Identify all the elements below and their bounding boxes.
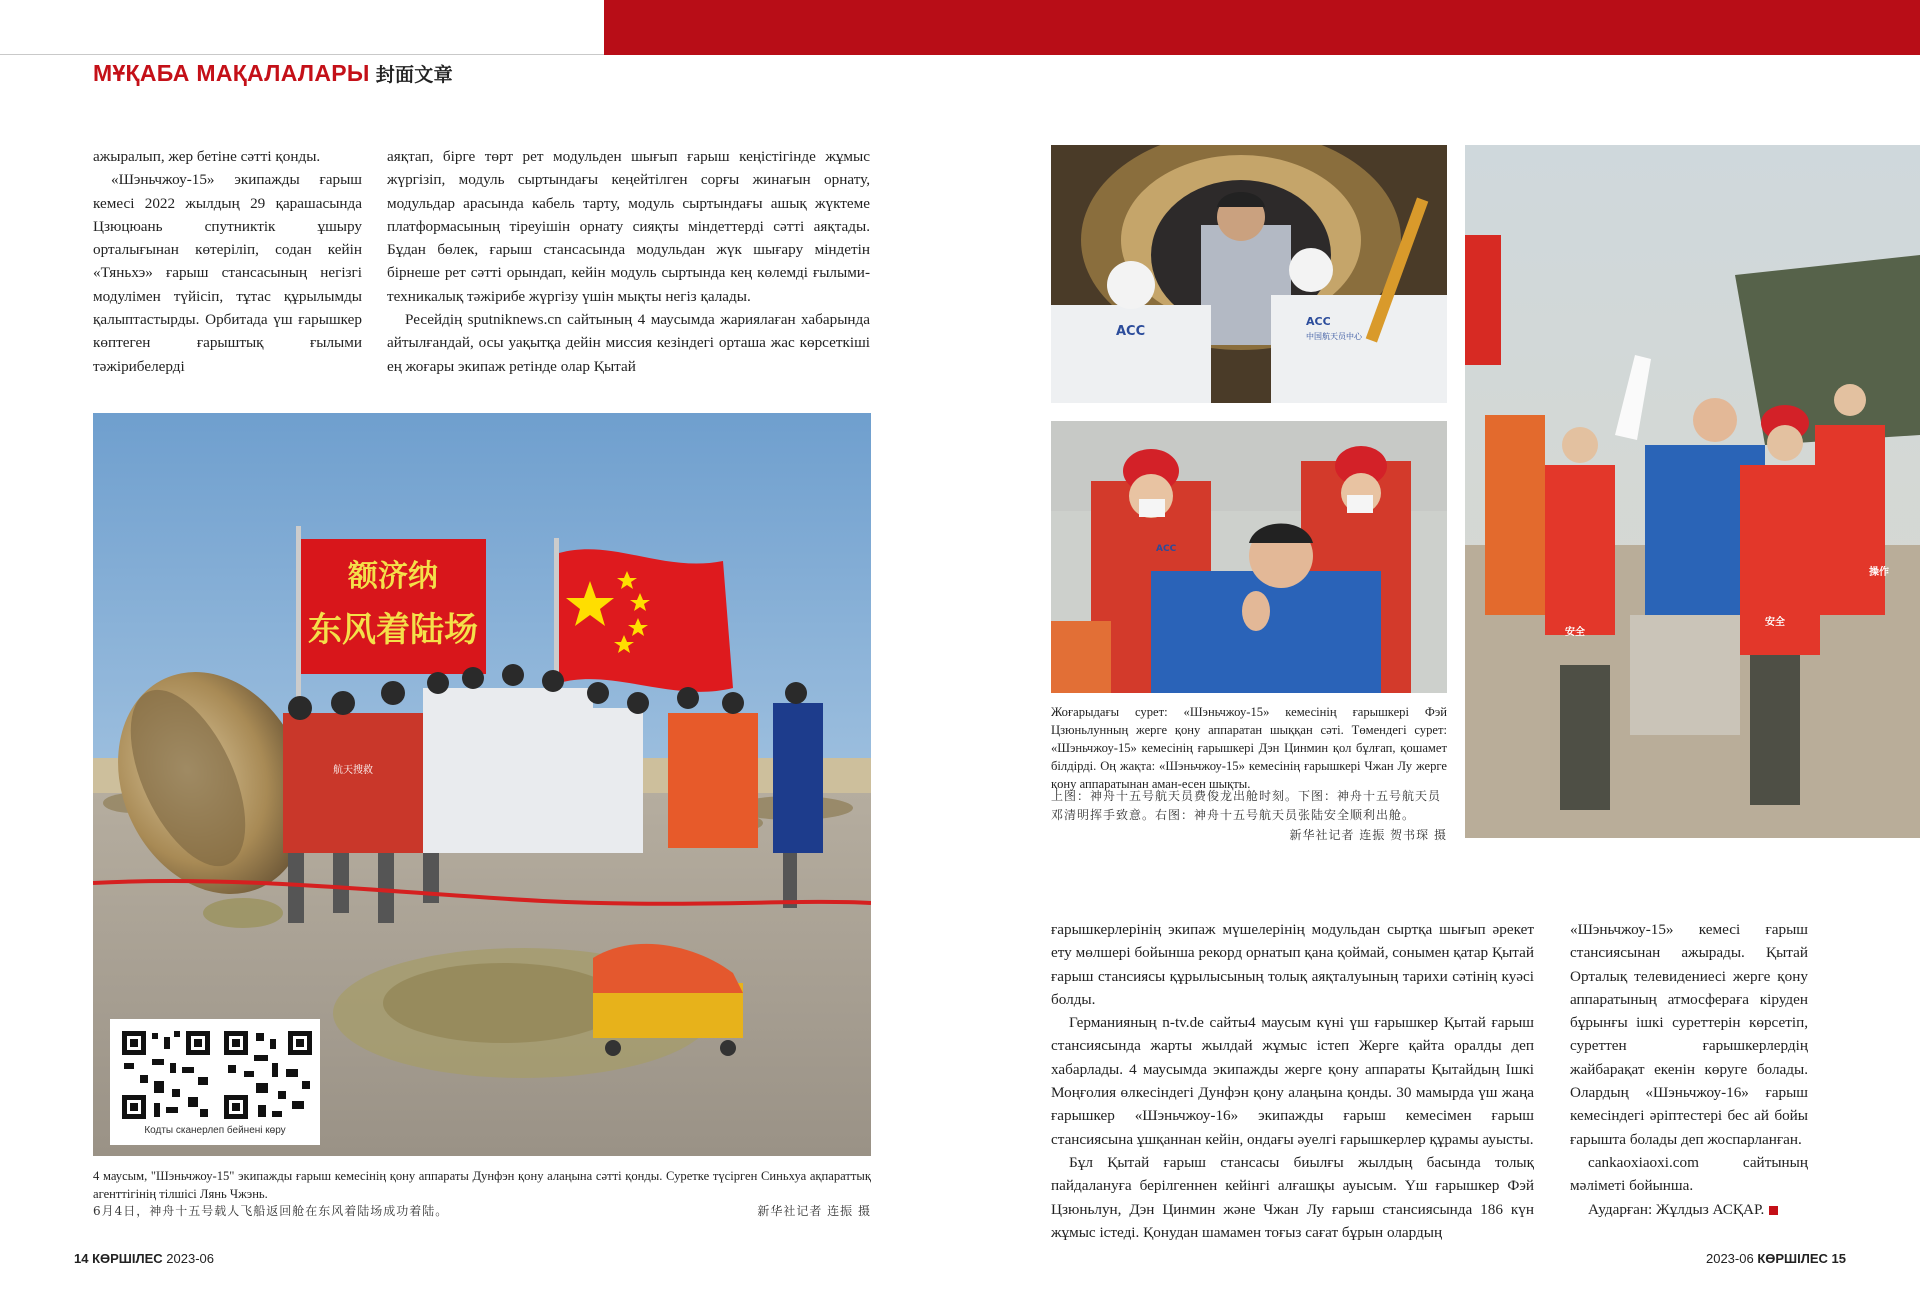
left-text-column-2	[387, 145, 870, 378]
translator-line	[1570, 1198, 1808, 1221]
left-photo-caption-cn: 6月4日，神舟十五号载人飞船返回舱在东风着陆场成功着陆。	[93, 1204, 449, 1218]
astronaut-carried-photo	[1465, 145, 1920, 838]
section-title-kz: МҰҚАБА МАҚАЛАЛАРЫ	[93, 60, 370, 86]
right-text-column-2	[1570, 918, 1808, 1221]
right-text-column-1	[1051, 918, 1534, 1244]
left-issue: 2023-06	[166, 1251, 215, 1266]
jacket-text: 航天搜救	[333, 765, 373, 776]
qr-label: Кодты сканерлеп бейнені көру	[144, 1125, 286, 1136]
paragraph: Ресейдің sputniknews.cn сайтының 4 маусымда жариялаған хабарында айтылғандай, осы уақытқа дейін миссия кезіндегі орташа жас көрсеткіші ең жоғары экипаж ретінде олар Қытай	[387, 311, 870, 375]
translator-text: Аударған: Жұлдыз АСҚАР.	[1588, 1200, 1765, 1218]
paragraph: cankaoxiaoxi.com сайтының мәліметі бойынша.	[1570, 1153, 1808, 1195]
paragraph: Бұл Қытай ғарыш стансасы биылғы жылдың басында толық пайдалануға берілгеннен кейінгі алғашқы ауысым. Үш ғарышкер Фэй Цзюньлун, Дэн Цинмин және Чжан Лу ғарыш стансиясында 186 күн жұмыс істеді. Қонудан шамамен тоғыз сағат бұрын олардың	[1051, 1153, 1534, 1241]
paragraph: Германияның n-tv.de сайты4 маусым күні үш ғарышкер Қытай ғарыш стансиясында жарты жылдай жұмыс істеп Жерге қайта оралды деп хабарлады. 4 маусымда экипажды жерге қону аппараты Қытайдың Ішкі Моңғолия өлкесіндегі Дунфэн қону алаңына қонды. 30 мамырда үш жаңа ғарышкер «Шэньчжоу-16» экипажды ғарыш кемесімен ғарыш стансиясына ұшқаннан кейін, ондағы әуелгі ғарышкерлер құрамы ауысты.	[1051, 1014, 1534, 1148]
left-text-column-1	[93, 145, 362, 378]
right-photo-credit: 新华社记者 连振 贺书琛 摄	[1289, 828, 1447, 842]
jacket-safety-2: 安全	[1765, 617, 1785, 628]
badge-acc-2: ACC	[1306, 315, 1331, 328]
header-red-bar	[604, 0, 1920, 55]
astronaut-waving-photo	[1051, 421, 1447, 693]
right-issue: 2023-06	[1705, 1251, 1754, 1266]
jacket-ops: 操作	[1869, 567, 1889, 578]
right-folio	[1706, 1251, 1846, 1266]
paragraph: «Шэньчжоу-15» экипажды ғарыш кемесі 2022 жылдың 29 қарашасында Цзюцюань спутниктік ұшыру орталығынан көтеріліп, содан кейін «Тяньхэ» ғарыш стансасының негізгі модулімен түйісіп, тұтас құрылымды қалыптастырды. Орбитада үш ғарышкер көптеген ғарыштық ғылыми тәжірибелерді	[93, 171, 362, 375]
paragraph: ажыралып, жер бетіне сәтті қонды.	[93, 148, 321, 165]
left-photo-credit: 新华社记者 连振 摄	[757, 1204, 871, 1218]
paragraph: ғарышкерлерінің экипаж мүшелерінің модульдан сыртқа шығып әрекет ету мөлшері бойынша рекорд орнатып қана қоймай, сонымен қатар Қытай ғарыш стансиясы құрылысының толық аяқталуының тарихи сәтінің куәсі болды.	[1051, 921, 1534, 1008]
right-page-number: 15	[1831, 1251, 1846, 1266]
badge-acc-3: ACC	[1156, 544, 1177, 554]
end-mark-icon	[1769, 1206, 1778, 1215]
paragraph: «Шэньчжоу-15» кемесі ғарыш стансиясынан ажырады. Қытай Орталық телевидениесі жерге қону аппаратының атмосфераға кіруден бұрынғы ішкі суреттерін көрсетіп, суреттен ғарышкерлердің жайбарақат екенін көруге болады. Олардың «Шэньчжоу-16» ғарыш кемесіндегі әріптестері бес ай бойы ғарышта болады деп жоспарланған.	[1570, 921, 1808, 1148]
right-photo-caption: Жоғарыдағы сурет: «Шэньчжоу-15» кемесінің ғарышкері Фэй Цзюньлунның жерге қону аппаратан шыққан сәті. Төмендегі сурет: «Шэньчжоу-15» кемесінің ғарышкері Дэн Цинмин қол бұлғап, қошамет білдірді. Оң жақта: «Шэньчжоу-15» кемесінің ғарышкері Чжан Лу жерге қону аппаратынан аман-есен шықты.	[1051, 705, 1447, 791]
right-magazine-name: КӨРШІЛЕС	[1757, 1251, 1828, 1266]
jacket-safety-1: 安全	[1565, 627, 1585, 638]
left-folio	[74, 1251, 214, 1266]
flag-text-1: 额济纳	[348, 559, 438, 594]
flag-text-2: 东风着陆场	[308, 610, 478, 650]
left-photo-caption: 4 маусым, "Шэньчжоу-15" экипажды ғарыш кемесінің қону аппараты Дунфэн қону алаңына сәтті қонды. Суретке түсірген Синьхуа ақпараттық агенттігінің тілшісі Лянь Чжэнь.	[93, 1169, 871, 1201]
badge-acc-1: ACC	[1116, 324, 1146, 339]
astronaut-exit-photo	[1051, 145, 1447, 403]
right-photo-caption-cn: 上图：神舟十五号航天员费俊龙出舱时刻。下图：神舟十五号航天员邓清明挥手致意。右图：神舟十五号航天员张陆安全顺利出舱。	[1051, 789, 1442, 822]
section-title	[93, 60, 453, 87]
header-rule	[0, 54, 604, 55]
qr-code	[120, 1029, 314, 1121]
paragraph: аяқтап, бірге төрт рет модульден шығып ғарыш кеңістігінде жұмыс жүргізіп, модуль сыртындағы кеңейтілген сорғы жинағын орнату, модульдар арасында кабель тарту, модуль сыртындағы ашық жүктеме платформасының тіреуішін орнату сияқты міндеттерді сәтті аяқтады. Бұдан бөлек, ғарыш стансасында модульдан жүк шығару міндетін бірнеше рет сәтті орындап, кейін модуль сыртында кең көлемді ғылыми-техникалық тәжірибе жүргізу үшін мықты негіз қалады.	[387, 148, 870, 305]
section-title-cn: 封面文章	[375, 65, 453, 86]
badge-center: 中国航天员中心	[1306, 332, 1362, 341]
left-page-number: 14	[74, 1251, 89, 1266]
left-magazine-name: КӨРШІЛЕС	[92, 1251, 163, 1266]
